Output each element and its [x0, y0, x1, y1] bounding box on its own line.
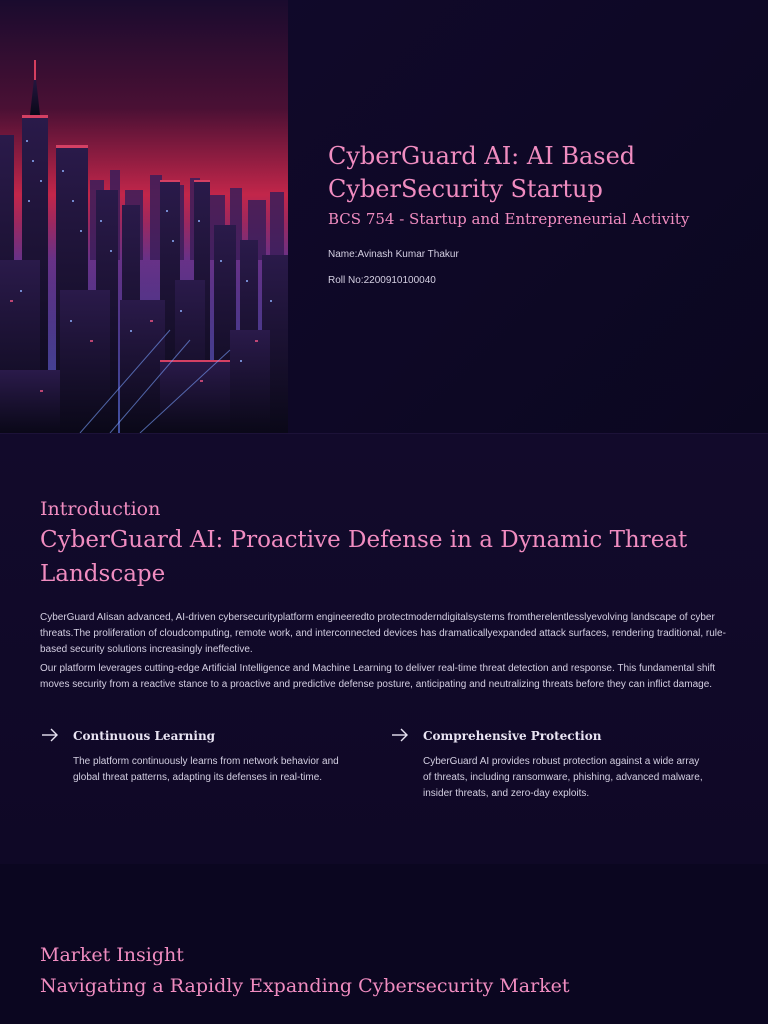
- feature-title: Continuous Learning: [73, 729, 216, 743]
- intro-heading: CyberGuard AI: Proactive Defense in a Dynamic Threat Landscape: [40, 527, 688, 587]
- intro-paragraph-2: Our platform leverages cutting-edge Artificial Intelligence and Machine Learning to deliver real-time threat detection and response. This fundamental shift moves security from a reactive stance to a proactive and predictive defense posture, anticipating and neutralizing threats before they can inflict damage.: [40, 663, 716, 690]
- feature-continuous-learning: [40, 728, 360, 786]
- author-name: Name:Avinash Kumar Thakur: [328, 249, 459, 260]
- arrow-right-icon: [40, 727, 60, 743]
- market-label: Market Insight: [40, 944, 184, 966]
- feature-comprehensive-protection: [390, 728, 710, 802]
- title-slide: [0, 0, 768, 434]
- market-insight-slide: [0, 864, 768, 1024]
- intro-label: Introduction: [40, 498, 161, 520]
- feature-text: The platform continuously learns from network behavior and global threat patterns, adapting its defenses in real-time.: [73, 756, 339, 783]
- cyber-city-image: [0, 0, 288, 433]
- intro-paragraph-1: CyberGuard AIisan advanced, AI-driven cybersecurityplatform engineeredto protectmoderndigitalsystems fromtherelentlesslyevolving landscape of cyber threats.The proliferation of cloudcomputing, remote work, and interconnected devices has dramaticallyexpanded attack surfaces, rendering traditional, rule-based security solutions increasingly ineffective.: [40, 612, 726, 655]
- feature-title: Comprehensive Protection: [423, 729, 602, 743]
- introduction-slide: [0, 434, 768, 864]
- course-title: BCS 754 - Startup and Entrepreneurial Activity: [328, 210, 690, 228]
- market-heading: Navigating a Rapidly Expanding Cybersecurity Market: [40, 975, 570, 997]
- feature-text: CyberGuard AI provides robust protection against a wide array of threats, including ransomware, phishing, advanced malware, insider threats, and zero-day exploits.: [423, 756, 703, 799]
- arrow-right-icon: [390, 727, 410, 743]
- title-block: [328, 140, 748, 230]
- main-title: CyberGuard AI: AI Based CyberSecurity Startup: [328, 142, 636, 203]
- roll-number: Roll No:2200910100040: [328, 275, 436, 286]
